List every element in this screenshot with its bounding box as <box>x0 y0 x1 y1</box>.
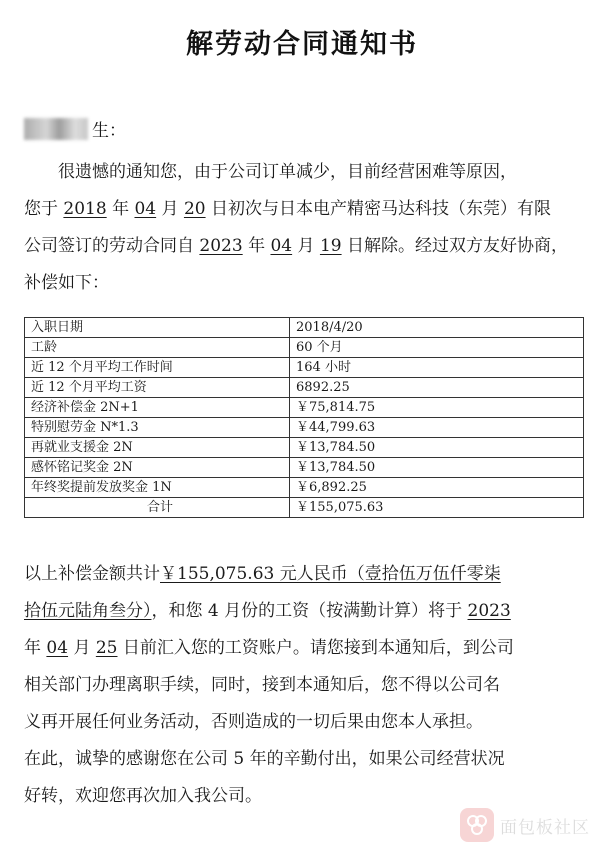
row-label: 工龄 <box>25 338 290 358</box>
total-row <box>25 498 584 518</box>
total-amount-text-cont: 拾伍元陆角叁分） <box>24 601 152 621</box>
pay-month: 04 <box>46 638 69 658</box>
salutation <box>24 116 126 141</box>
start-year: 2018 <box>63 199 107 219</box>
body-line: 年 04 月 25 日前汇入您的工资账户。请您接到本通知后，到公司 <box>24 638 514 658</box>
row-value: ￥6,892.25 <box>290 478 584 498</box>
body-line: 好转，欢迎您再次加入我公司。 <box>24 786 262 806</box>
row-label: 经济补偿金 2N+1 <box>25 398 290 418</box>
logo-icon <box>460 808 494 842</box>
row-value: 6892.25 <box>290 378 584 398</box>
intro-line: 公司签订的劳动合同自 2023 年 04 月 19 日解除。经过双方友好协商， <box>24 236 568 256</box>
salutation-suffix: 生： <box>92 121 126 141</box>
start-day: 20 <box>183 199 206 219</box>
row-label: 特别慰劳金 N*1.3 <box>25 418 290 438</box>
body-line: 在此，诚挚的感谢您在公司 5 年的辛勤付出，如果公司经营状况 <box>24 749 505 769</box>
watermark <box>460 808 590 842</box>
table-row <box>25 398 584 418</box>
table-row <box>25 338 584 358</box>
end-day: 19 <box>319 236 342 256</box>
total-value: ￥155,075.63 <box>290 498 584 518</box>
row-label: 感怀铭记奖金 2N <box>25 458 290 478</box>
table-row <box>25 418 584 438</box>
start-month: 04 <box>134 199 157 219</box>
intro-line: 您于 2018 年 04 月 20 日初次与日本电产精密马达科技（东莞）有限 <box>24 199 551 219</box>
row-value: ￥13,784.50 <box>290 438 584 458</box>
redacted-name <box>24 118 88 140</box>
row-label: 再就业支援金 2N <box>25 438 290 458</box>
pay-year: 2023 <box>467 601 511 621</box>
total-amount-text: ￥155,075.63 元人民币（壹拾伍万伍仟零柒 <box>160 564 501 584</box>
compensation-table <box>24 317 584 518</box>
pay-day: 25 <box>95 638 118 658</box>
table-row <box>25 318 584 338</box>
body-line: 相关部门办理离职手续，同时，接到本通知后，您不得以公司名 <box>24 675 500 695</box>
table-row <box>25 478 584 498</box>
row-label: 近 12 个月平均工资 <box>25 378 290 398</box>
row-label: 入职日期 <box>25 318 290 338</box>
row-value: 60 个月 <box>290 338 584 358</box>
table-row <box>25 358 584 378</box>
table-row <box>25 458 584 478</box>
body-line: 以上补偿金额共计￥155,075.63 元人民币（壹拾伍万伍仟零柒 <box>24 564 501 584</box>
row-value: ￥13,784.50 <box>290 458 584 478</box>
body-paragraph <box>24 556 584 815</box>
table-row <box>25 438 584 458</box>
end-year: 2023 <box>199 236 243 256</box>
body-line: 拾伍元陆角叁分），和您 4 月份的工资（按满勤计算）将于 2023 <box>24 601 511 621</box>
row-value: 2018/4/20 <box>290 318 584 338</box>
end-month: 04 <box>270 236 293 256</box>
row-label: 近 12 个月平均工作时间 <box>25 358 290 378</box>
watermark-text: 面包板社区 <box>500 817 590 838</box>
intro-paragraph <box>24 154 584 302</box>
total-label: 合计 <box>25 498 290 518</box>
page-title: 解劳动合同通知书 <box>186 29 418 60</box>
row-value: 164 小时 <box>290 358 584 378</box>
intro-line: 补偿如下： <box>24 273 109 293</box>
row-value: ￥75,814.75 <box>290 398 584 418</box>
table-row <box>25 378 584 398</box>
intro-line: 很遗憾的通知您，由于公司订单减少，目前经营困难等原因， <box>24 162 517 182</box>
row-label: 年终奖提前发放奖金 1N <box>25 478 290 498</box>
body-line: 义再开展任何业务活动，否则造成的一切后果由您本人承担。 <box>24 712 483 732</box>
row-value: ￥44,799.63 <box>290 418 584 438</box>
